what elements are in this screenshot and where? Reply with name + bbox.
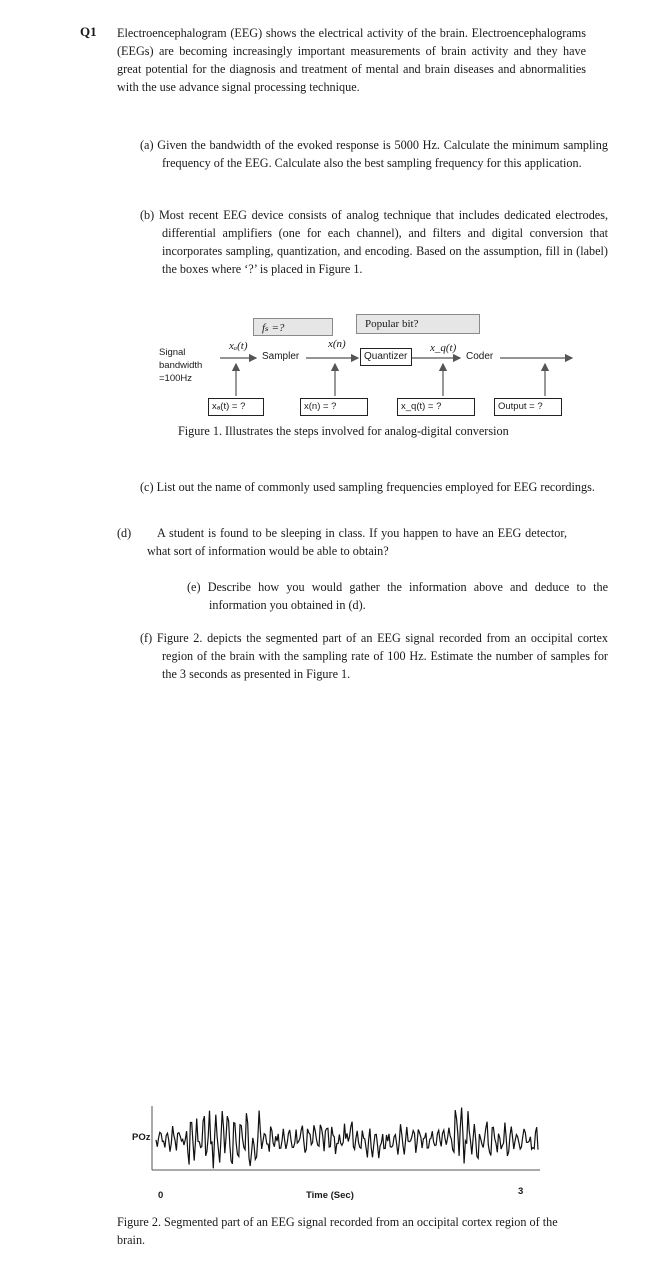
sampling-frequency-label: fₛ =? <box>262 322 285 334</box>
part-f <box>140 629 608 683</box>
quantizer-block <box>360 348 412 366</box>
figure-1-caption: Figure 1. Illustrates the steps involved for analog-digital conversion <box>178 424 509 438</box>
question-label: Q1 <box>80 24 97 39</box>
figure-2-caption: Figure 2. Segmented part of an EEG signal recorded from an occipital cortex region of the brain. <box>117 1215 558 1247</box>
part-d: A student is found to be sleeping in class. If you happen to have an EEG detector, what sort of information would be able to obtain? <box>147 526 567 558</box>
xq-answer-label: x_q(t) = ? <box>401 401 442 412</box>
part-e <box>187 578 608 614</box>
xn-answer-label: x(n) = ? <box>304 401 337 412</box>
xa-signal-label: xₐ(t) <box>229 340 248 352</box>
part-d-label: (d) <box>117 526 132 540</box>
part-b <box>140 206 608 278</box>
eeg-plot-svg <box>130 1078 550 1208</box>
eeg-x-axis-label: Time (Sec) <box>306 1190 354 1201</box>
eeg-trace <box>156 1108 538 1169</box>
part-a <box>140 136 608 172</box>
coder-block: Coder <box>466 351 494 362</box>
sampler-block: Sampler <box>262 351 300 362</box>
signal-label-line3: =100Hz <box>159 373 193 384</box>
output-answer-label: Output = ? <box>498 401 543 412</box>
xa-answer-label: xₐ(t) = ? <box>212 401 246 412</box>
popular-bit-label: Popular bit? <box>365 318 419 330</box>
figure-2-eeg-plot <box>130 1078 550 1208</box>
eeg-x-end-tick: 3 <box>518 1186 524 1197</box>
xq-signal-label: x_q(t) <box>430 342 457 354</box>
eeg-channel-label: POz <box>132 1132 151 1143</box>
signal-label-line2: bandwidth <box>159 360 203 371</box>
question-intro: Electroencephalogram (EEG) shows the electrical activity of the brain. Electroencephalograms (EEGs) are becoming increasingly important measurements of brain activity and they have great potential for the diagnosis and treatment of mental and brain diseases and abnormalities with the use advance signal processing technique. <box>117 26 586 94</box>
part-a-text: (a) Given the bandwidth of the evoked response is 5000 Hz. Calculate the minimum sampling frequency of the EEG. Calculate also the best sampling frequency for this application. <box>140 138 608 170</box>
part-e-text: (e) Describe how you would gather the information above and deduce to the information you obtained in (d). <box>187 580 608 612</box>
part-b-text: (b) Most recent EEG device consists of analog technique that includes dedicated electrodes, differential amplifiers (one for each channel), and filters and digital conversion that incorporates sampling, quantization, and encoding. Based on the assumption, fill in (label) the boxes where ‘?’ is placed in Figure 1. <box>140 208 608 276</box>
xn-signal-label: x(n) <box>328 338 346 350</box>
sampling-frequency-box <box>253 318 333 336</box>
part-c-text: (c) List out the name of commonly used sampling frequencies employed for EEG recordings. <box>140 480 595 494</box>
part-f-text: (f) Figure 2. depicts the segmented part of an EEG signal recorded from an occipital cortex region of the brain with the sampling rate of 100 Hz. Estimate the number of samples for the 3 seconds as presented in Figure 1. <box>140 631 608 681</box>
signal-label-line1: Signal <box>159 347 186 358</box>
part-c <box>140 478 608 496</box>
xa-answer-box <box>208 398 264 416</box>
quantizer-label: Quantizer <box>364 351 408 362</box>
figure-1-diagram <box>150 308 580 420</box>
xn-answer-box <box>300 398 368 416</box>
popular-bit-box <box>356 314 480 334</box>
output-answer-box <box>494 398 562 416</box>
eeg-x-start-tick: 0 <box>158 1190 164 1201</box>
xq-answer-box <box>397 398 475 416</box>
